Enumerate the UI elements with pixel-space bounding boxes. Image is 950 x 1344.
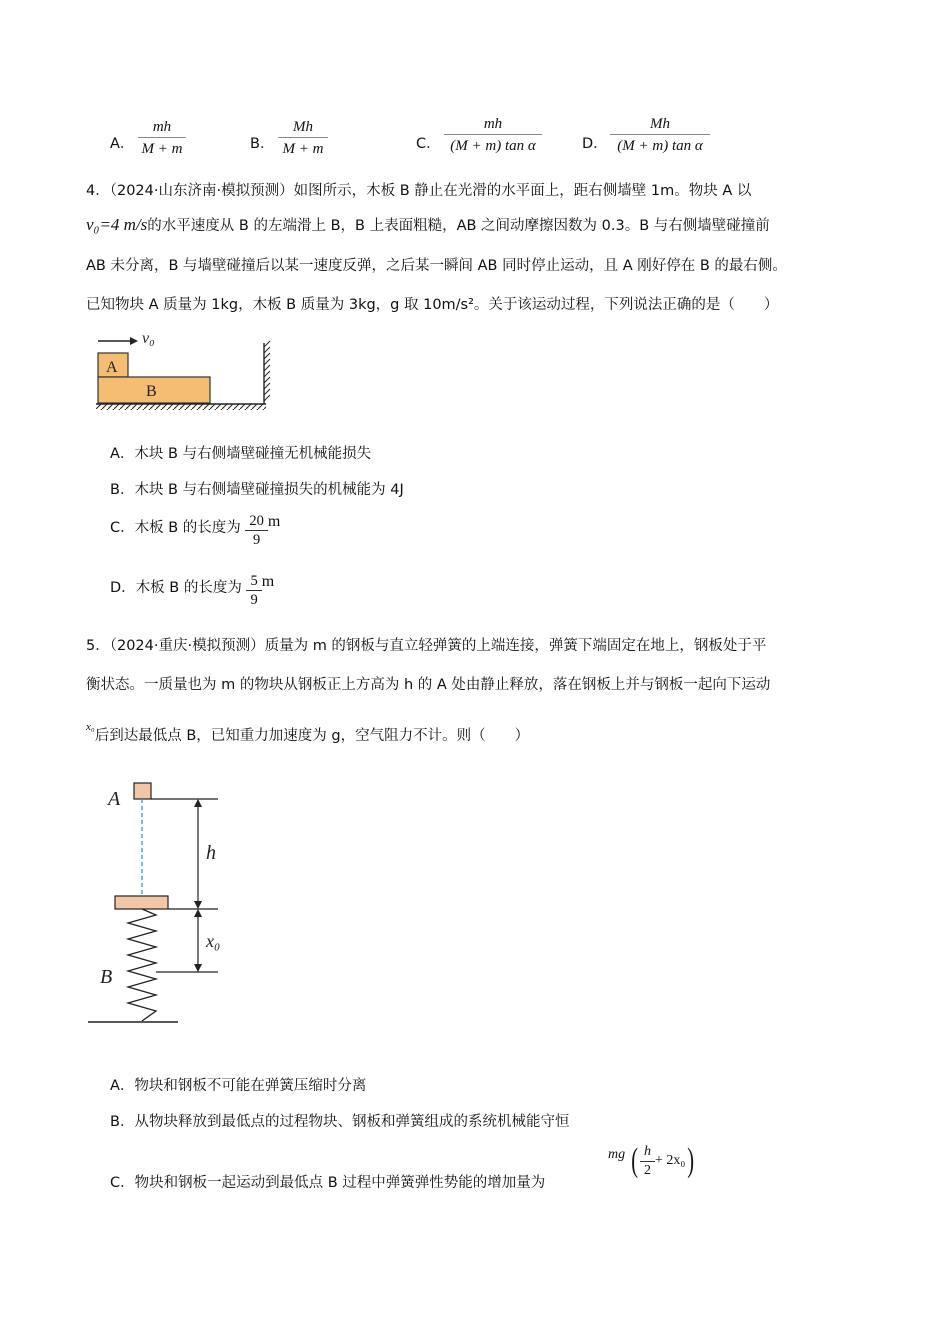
q4-option-c-numerator: 20: [249, 513, 264, 529]
q3-option-b-denominator: M + m: [282, 141, 324, 157]
q5-option-c-expr-numerator: h: [643, 1143, 651, 1159]
q5-option-c-expr-prefix: mg: [608, 1147, 626, 1163]
q5-option-c-expr-fraction: [640, 1143, 655, 1180]
q5-block: [134, 783, 151, 799]
q5-steel-plate: [115, 896, 168, 909]
q5-figure-b-label: B: [100, 966, 113, 988]
q5-figure-h-label: h: [206, 842, 216, 864]
q5-option-c-text: C．物块和钢板一起运动到最低点 B 过程中弹簧弹性势能的增加量为: [110, 1175, 546, 1191]
q3-option-d-denominator: (M + m) tan α: [617, 138, 703, 154]
q3-option-a-fraction: [138, 117, 186, 160]
q5-figure: [86, 775, 246, 1030]
q3-option-b-numerator: Mh: [293, 119, 313, 135]
q5-option-a: A．物块和钢板不可能在弹簧压缩时分离: [110, 1078, 367, 1094]
q3-option-b-label: B．: [250, 136, 275, 152]
q5-x0-variable: x₀: [86, 721, 95, 733]
q5-option-c: [110, 1171, 545, 1192]
q5-stem-line-3: [86, 721, 530, 745]
q4-option-b: B．木块 B 与右侧墙壁碰撞损失的机械能为 4J: [110, 482, 404, 498]
q3-option-c-numerator: mh: [483, 116, 503, 132]
q4-figure: [90, 325, 280, 415]
q4-option-d-denominator: 9: [246, 590, 261, 609]
q3-option-c-fraction: [444, 114, 542, 157]
q5-figure-x0-label: x₀: [206, 931, 221, 951]
q3-option-d-numerator: Mh: [650, 116, 670, 132]
q4-figure-a-label: A: [106, 359, 118, 376]
q5-option-c-expression: mg ( $\frac{h}{2}$ + 2x₀): [608, 1142, 695, 1179]
q4-option-d-unit: m: [261, 573, 275, 590]
q4-option-c-unit: m: [267, 513, 281, 530]
q4-option-d-fraction: [246, 572, 261, 609]
q4-option-d-numerator: 5: [250, 573, 258, 589]
q4-option-c-fraction: [245, 512, 268, 549]
q3-option-a-label: A．: [110, 136, 135, 152]
q5-spring: [128, 909, 156, 1021]
q3-option-b-fraction: [278, 117, 328, 160]
q4-option-d: [110, 572, 274, 609]
q3-option-a-numerator: mh: [152, 119, 172, 135]
q4-stem-line-2: [86, 214, 770, 235]
q4-option-d-text: D．木板 B 的长度为: [110, 580, 242, 596]
q3-option-c-label: C．: [416, 136, 441, 152]
q3-option-c-denominator: (M + m) tan α: [450, 138, 536, 154]
q4-stem-line-2-rest: 的水平速度从 B 的左端滑上 B，B 上表面粗糙，AB 之间动摩擦因数为 0.3。B 与右侧墙壁碰撞前: [147, 218, 770, 234]
q5-stem-line-3-text: 后到达最低点 B，已知重力加速度为 g，空气阻力不计。则（ ）: [94, 728, 530, 744]
q4-option-c-denominator: 9: [245, 530, 268, 549]
q5-option-c-expr-denominator: 2: [640, 1161, 655, 1180]
q3-option-d-fraction: [610, 114, 710, 157]
q3-option-a-denominator: M + m: [141, 141, 183, 157]
q4-option-c-text: C．木板 B 的长度为: [110, 520, 241, 536]
q5-option-b: B．从物块释放到最低点的过程物块、钢板和弹簧组成的系统机械能守恒: [110, 1114, 570, 1130]
q4-option-c: [110, 512, 280, 549]
q5-option-c-expr-suffix: + 2x₀: [654, 1153, 686, 1169]
q4-stem-line-1: 4．（2024·山东济南·模拟预测）如图所示，木板 B 静止在光滑的水平面上，距右侧墙壁 1m。物块 A 以: [86, 183, 752, 199]
q3-option-d-label: D．: [582, 136, 608, 152]
q4-figure-b-label: B: [146, 383, 157, 400]
q5-figure-a-label: A: [108, 788, 121, 810]
q4-figure-v0-label: v₀: [142, 330, 155, 347]
q4-option-a: A．木块 B 与右侧墙壁碰撞无机械能损失: [110, 446, 372, 462]
q4-stem-line-4: 已知物块 A 质量为 1kg，木板 B 质量为 3kg，g 取 10m/s²。关于该运动过程，下列说法正确的是（ ）: [86, 297, 779, 313]
q5-stem-line-2: 衡状态。一质量也为 m 的物块从钢板正上方高为 h 的 A 处由静止释放，落在钢板上并与钢板一起向下运动: [86, 677, 771, 693]
q4-stem-line-3: AB 未分离，B 与墙壁碰撞后以某一速度反弹，之后某一瞬间 AB 同时停止运动，且 A 刚好停在 B 的最右侧。: [86, 258, 787, 274]
q4-v0-expression: v₀=4 m/s: [86, 215, 148, 234]
q5-stem-line-1: 5．（2024·重庆·模拟预测）质量为 m 的钢板与直立轻弹簧的上端连接，弹簧下端固定在地上，钢板处于平: [86, 638, 767, 654]
